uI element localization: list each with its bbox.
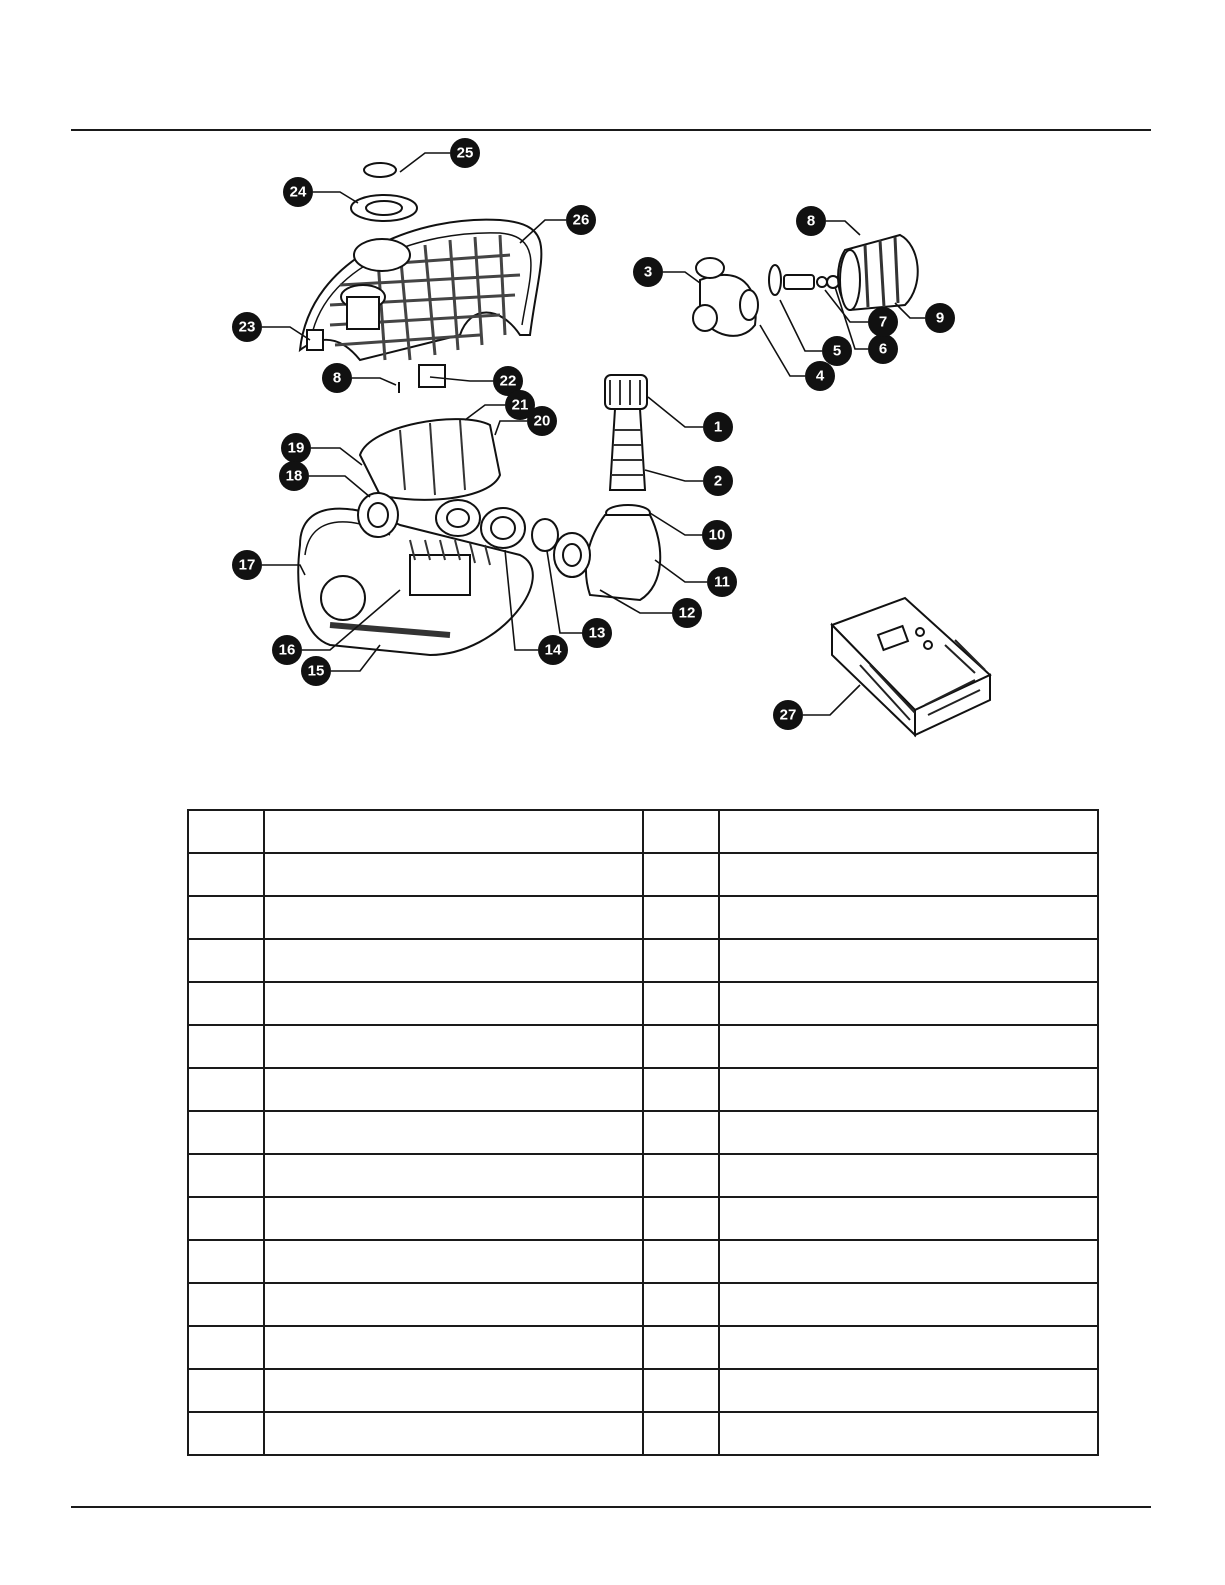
svg-text:12: 12 [678, 604, 696, 622]
callout-18 [279, 461, 309, 491]
part-number-cell [188, 810, 264, 853]
part-description-cell [264, 853, 643, 896]
parts-list-table [187, 809, 1099, 1456]
callout-11 [707, 567, 737, 597]
table-row [188, 1326, 1098, 1369]
callout-7 [868, 307, 898, 337]
part-number-cell [643, 1154, 719, 1197]
svg-text:23: 23 [238, 318, 256, 336]
part-number-cell [643, 1326, 719, 1369]
controller-illustration [832, 598, 990, 735]
part-description-cell [719, 853, 1098, 896]
part-description-cell [719, 1025, 1098, 1068]
svg-text:9: 9 [935, 309, 945, 327]
callout-12 [672, 598, 702, 628]
part-number-cell [188, 1283, 264, 1326]
part-description-cell [264, 1240, 643, 1283]
part-number-cell [188, 939, 264, 982]
callout-10 [702, 520, 732, 550]
part-description-cell [719, 1326, 1098, 1369]
part-description-cell [719, 1369, 1098, 1412]
exploded-parts-diagram [0, 135, 1225, 755]
part-number-cell [188, 896, 264, 939]
callout-24 [283, 177, 313, 207]
callout-2 [703, 466, 733, 496]
part-description-cell [264, 939, 643, 982]
svg-text:4: 4 [815, 367, 825, 385]
svg-text:7: 7 [878, 313, 888, 331]
pump-cover-illustration [300, 163, 541, 393]
svg-text:10: 10 [708, 526, 726, 544]
svg-text:17: 17 [238, 556, 256, 574]
table-row [188, 1154, 1098, 1197]
svg-text:18: 18 [285, 467, 303, 485]
part-description-cell [264, 1197, 643, 1240]
callout-13 [582, 618, 612, 648]
part-description-cell [719, 1283, 1098, 1326]
part-description-cell [719, 982, 1098, 1025]
table-row [188, 1025, 1098, 1068]
svg-text:27: 27 [779, 706, 797, 724]
outlet-pipe-illustration [554, 375, 660, 600]
callout-26 [566, 205, 596, 235]
svg-text:8: 8 [332, 369, 342, 387]
callout-25 [450, 138, 480, 168]
part-number-cell [643, 939, 719, 982]
part-number-cell [188, 1240, 264, 1283]
part-number-cell [643, 896, 719, 939]
part-number-cell [188, 1154, 264, 1197]
part-description-cell [264, 1412, 643, 1455]
table-row [188, 853, 1098, 896]
table-row [188, 1068, 1098, 1111]
header-rule [71, 129, 1151, 131]
callout-20 [527, 406, 557, 436]
part-description-cell [264, 982, 643, 1025]
svg-text:5: 5 [832, 342, 842, 360]
part-number-cell [643, 810, 719, 853]
part-description-cell [719, 1154, 1098, 1197]
svg-text:2: 2 [713, 472, 723, 490]
part-description-cell [264, 1154, 643, 1197]
svg-text:15: 15 [307, 662, 325, 680]
part-number-cell [188, 1025, 264, 1068]
part-description-cell [264, 1025, 643, 1068]
part-description-cell [719, 1240, 1098, 1283]
part-number-cell [643, 982, 719, 1025]
part-number-cell [188, 1197, 264, 1240]
callout-6 [868, 334, 898, 364]
part-number-cell [643, 1240, 719, 1283]
table-row [188, 1111, 1098, 1154]
part-number-cell [643, 1369, 719, 1412]
svg-text:13: 13 [588, 624, 606, 642]
svg-text:19: 19 [287, 439, 305, 457]
table-row [188, 1197, 1098, 1240]
table-row [188, 1283, 1098, 1326]
callout-8-motor [796, 206, 826, 236]
part-description-cell [264, 1326, 643, 1369]
svg-text:20: 20 [533, 412, 551, 430]
part-description-cell [719, 1068, 1098, 1111]
callout-5 [822, 336, 852, 366]
callout-3 [633, 257, 663, 287]
callout-16 [272, 635, 302, 665]
svg-text:6: 6 [878, 340, 888, 358]
svg-text:3: 3 [643, 263, 653, 281]
callout-19 [281, 433, 311, 463]
part-number-cell [643, 1025, 719, 1068]
table-row [188, 1412, 1098, 1455]
svg-text:24: 24 [289, 183, 307, 201]
part-number-cell [643, 1283, 719, 1326]
part-description-cell [264, 1369, 643, 1412]
callout-9 [925, 303, 955, 333]
table-row [188, 1369, 1098, 1412]
part-number-cell [643, 1068, 719, 1111]
part-description-cell [719, 1412, 1098, 1455]
part-number-cell [188, 853, 264, 896]
part-description-cell [264, 810, 643, 853]
part-number-cell [188, 1068, 264, 1111]
part-number-cell [188, 1412, 264, 1455]
part-number-cell [188, 1111, 264, 1154]
callout-8-cover [322, 363, 352, 393]
table-row [188, 939, 1098, 982]
callout-27 [773, 700, 803, 730]
part-description-cell [264, 1068, 643, 1111]
callout-14 [538, 635, 568, 665]
footer-rule [71, 1506, 1151, 1508]
part-description-cell [719, 1197, 1098, 1240]
table-row [188, 810, 1098, 853]
svg-text:14: 14 [544, 641, 562, 659]
part-number-cell [643, 1111, 719, 1154]
table-row [188, 1240, 1098, 1283]
part-description-cell [719, 1111, 1098, 1154]
callout-23 [232, 312, 262, 342]
table-row [188, 982, 1098, 1025]
part-number-cell [643, 853, 719, 896]
table-row [188, 896, 1098, 939]
svg-text:21: 21 [511, 396, 529, 414]
pump-base-illustration [298, 419, 558, 655]
part-description-cell [719, 896, 1098, 939]
part-description-cell [719, 810, 1098, 853]
part-description-cell [719, 939, 1098, 982]
parts-list-body [188, 810, 1098, 1455]
part-number-cell [643, 1412, 719, 1455]
svg-text:26: 26 [572, 211, 590, 229]
callout-1 [703, 412, 733, 442]
part-number-cell [643, 1197, 719, 1240]
callout-15 [301, 656, 331, 686]
part-number-cell [188, 1369, 264, 1412]
svg-text:8: 8 [806, 212, 816, 230]
part-description-cell [264, 1111, 643, 1154]
callout-4 [805, 361, 835, 391]
svg-text:25: 25 [456, 144, 474, 162]
svg-text:1: 1 [713, 418, 723, 436]
callout-17 [232, 550, 262, 580]
part-description-cell [264, 1283, 643, 1326]
svg-text:16: 16 [278, 641, 296, 659]
part-description-cell [264, 896, 643, 939]
svg-text:11: 11 [714, 573, 730, 591]
part-number-cell [188, 982, 264, 1025]
svg-text:22: 22 [499, 372, 517, 390]
part-number-cell [188, 1326, 264, 1369]
